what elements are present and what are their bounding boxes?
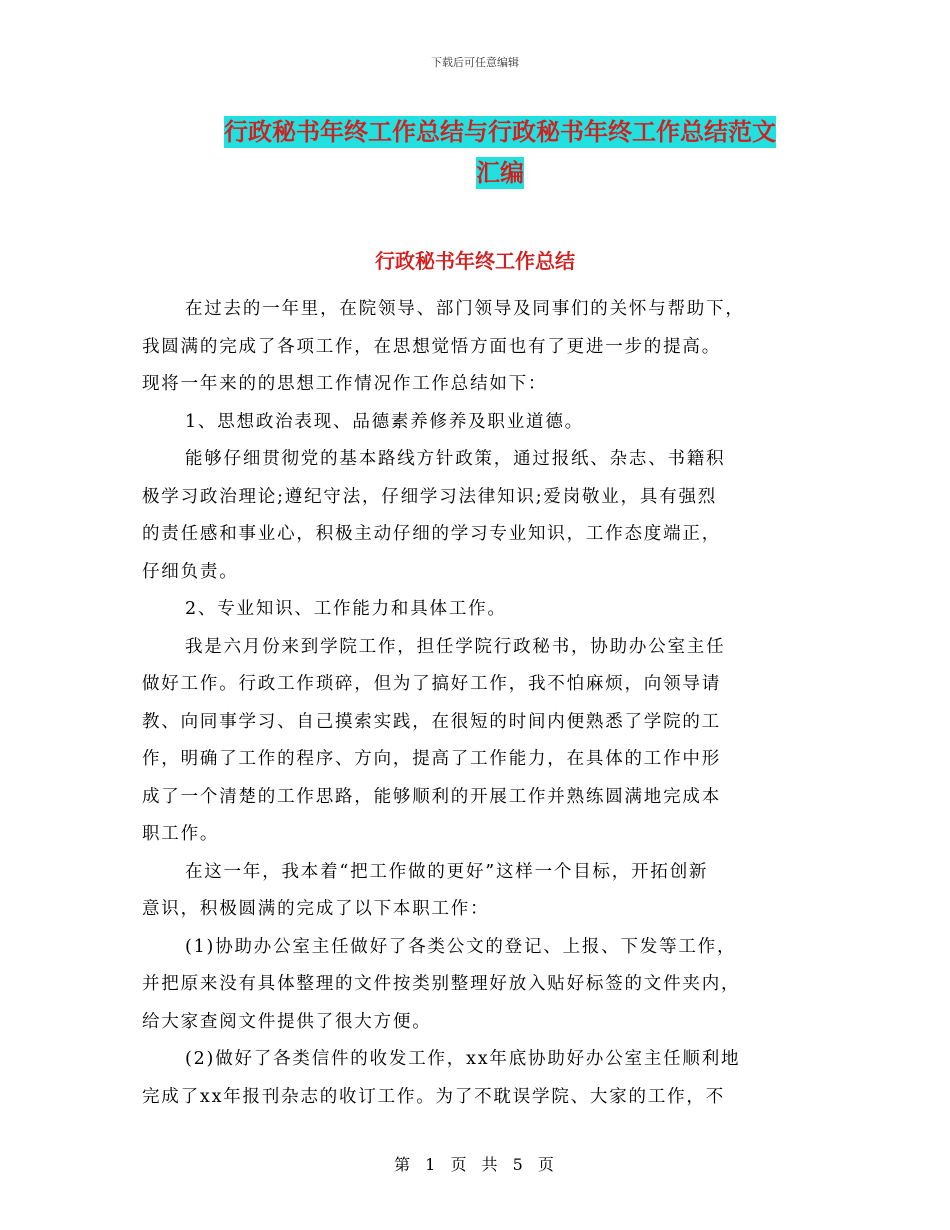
text-line: 能够仔细贯彻党的基本路线方针政策，通过报纸、杂志、书籍积 (185, 449, 726, 469)
page-footer: 第 1 页 共 5 页 (394, 1155, 556, 1174)
text-line: 给大家查阅文件提供了很大方便。 (142, 1011, 432, 1032)
text-line: 2、专业知识、工作能力和具体工作。 (185, 599, 507, 619)
text-line: 做好工作。行政工作琐碎，但为了搞好工作，我不怕麻烦，向领导请 (142, 674, 721, 694)
text-line: 作，明确了工作的程序、方向，提高了工作能力，在具体的工作中形 (142, 749, 721, 769)
document-title-line-2 (190, 148, 810, 198)
document-title-text-1: 行政秘书年终工作总结与行政秘书年终工作总结范文 (224, 118, 776, 146)
document-title-text-2: 汇编 (476, 159, 524, 187)
text-line: 我是六月份来到学院工作，担任学院行政秘书，协助办公室主任 (185, 636, 726, 657)
text-line: 在过去的一年里，在院领导、部门领导及同事们的关怀与帮助下， (185, 299, 745, 319)
text-line: (1)协助办公室主任做好了各类公文的登记、上报、下发等工作， (185, 936, 737, 957)
text-line: 极学习政治理论;遵纪守法，仔细学习法律知识;爱岗敬业，具有强烈 (142, 486, 718, 507)
text-line: 的责任感和事业心，积极主动仔细的学习专业知识，工作态度端正， (142, 524, 721, 544)
header-note: 下载后可任意编辑 (431, 56, 519, 69)
text-line: 我圆满的完成了各项工作，在思想觉悟方面也有了更进一步的提高。 (142, 336, 721, 357)
text-line: 成了一个清楚的工作思路，能够顺利的开展工作并熟练圆满地完成本 (142, 786, 721, 807)
text-line: 并把原来没有具体整理的文件按类别整理好放入贴好标签的文件夹内， (142, 974, 741, 994)
document-body (142, 291, 810, 1116)
text-line: (2)做好了各类信件的收发工作，xx年底协助好办公室主任顺利地 (185, 1049, 741, 1069)
text-line: 职工作。 (142, 824, 220, 844)
text-line: 1、思想政治表现、品德素养修养及职业道德。 (185, 411, 584, 432)
text-line: 仔细负责。 (142, 561, 239, 582)
text-line: 在这一年，我本着“把工作做的更好”这样一个目标，开拓创新 (185, 861, 709, 882)
text-line: 完成了xx年报刊杂志的收订工作。为了不耽误学院、大家的工作，不 (142, 1086, 726, 1107)
text-line: 意识，积极圆满的完成了以下本职工作： (142, 899, 490, 919)
section-title: 行政秘书年终工作总结 (375, 249, 575, 273)
text-line: 教、向同事学习、自己摸索实践，在很短的时间内便熟悉了学院的工 (142, 711, 721, 732)
text-line: 现将一年来的的思想工作情况作工作总结如下： (142, 374, 548, 394)
